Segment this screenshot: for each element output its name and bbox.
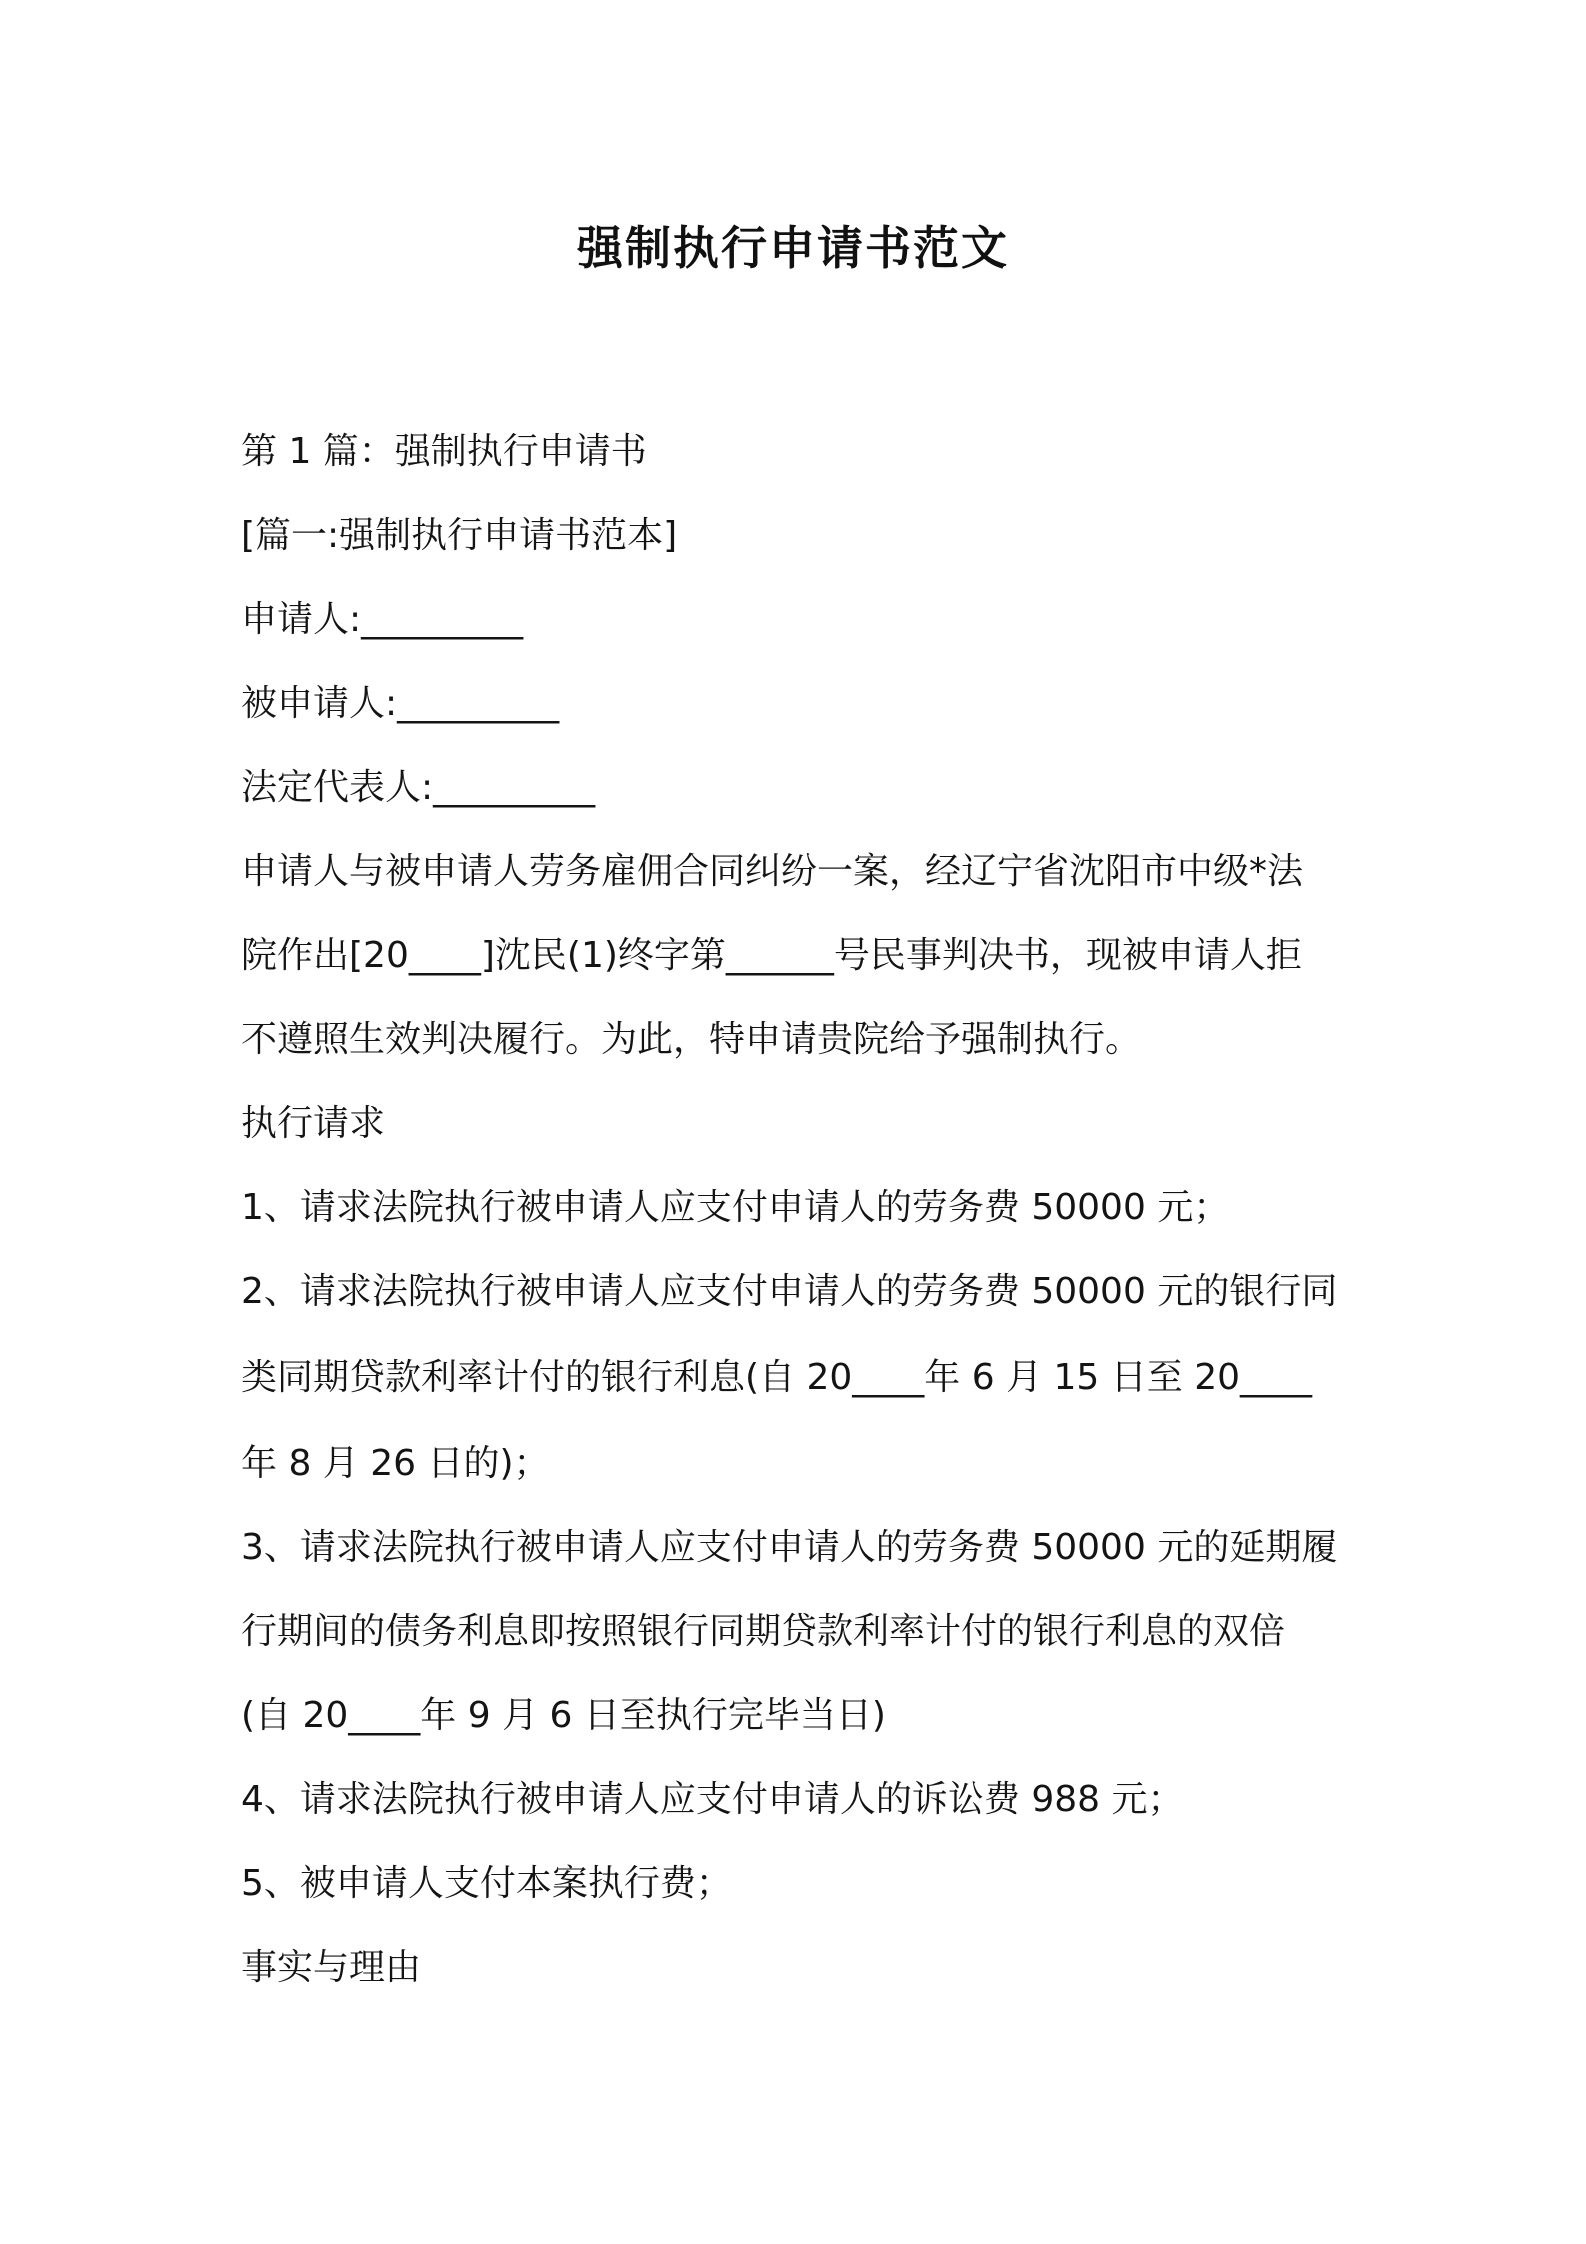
request-item-2-line: 2、请求法院执行被申请人应支付申请人的劳务费 50000 元的银行同 [241, 1271, 1338, 1312]
document-title: 强制执行申请书范文 [577, 221, 1009, 275]
legal-representative-field: 法定代表人:_________ [241, 767, 596, 808]
facts-heading: 事实与理由 [241, 1947, 422, 1988]
request-item-5: 5、被申请人支付本案执行费； [241, 1863, 732, 1904]
request-item-4: 4、请求法院执行被申请人应支付申请人的诉讼费 988 元； [241, 1779, 1184, 1820]
request-item-1: 1、请求法院执行被申请人应支付申请人的劳务费 50000 元； [241, 1187, 1230, 1228]
respondent-field: 被申请人:_________ [241, 683, 560, 724]
case-paragraph-line: 申请人与被申请人劳务雇佣合同纠纷一案，经辽宁省沈阳市中级*法 [241, 851, 1304, 892]
request-item-2-line: 类同期贷款利率计付的银行利息(自 20____年 6 月 15 日至 20____ [241, 1357, 1313, 1398]
document-body [241, 410, 1351, 2010]
requests-heading: 执行请求 [241, 1103, 386, 1144]
request-item-2-line: 年 8 月 26 日的)； [241, 1443, 550, 1484]
subsection-heading: [篇一:强制执行申请书范本] [241, 515, 678, 556]
section-heading: 第 1 篇：强制执行申请书 [241, 431, 647, 472]
request-item-3-line: 行期间的债务利息即按照银行同期贷款利率计付的银行利息的双倍 [241, 1611, 1286, 1652]
case-paragraph-line: 院作出[20____]沈民(1)终字第______号民事判决书，现被申请人拒 [241, 935, 1302, 976]
applicant-field: 申请人:_________ [241, 599, 524, 640]
request-item-3-line: 3、请求法院执行被申请人应支付申请人的劳务费 50000 元的延期履 [241, 1527, 1338, 1568]
case-paragraph-line: 不遵照生效判决履行。为此，特申请贵院给予强制执行。 [241, 1019, 1142, 1060]
request-item-3-line: (自 20____年 9 月 6 日至执行完毕当日) [241, 1695, 886, 1736]
